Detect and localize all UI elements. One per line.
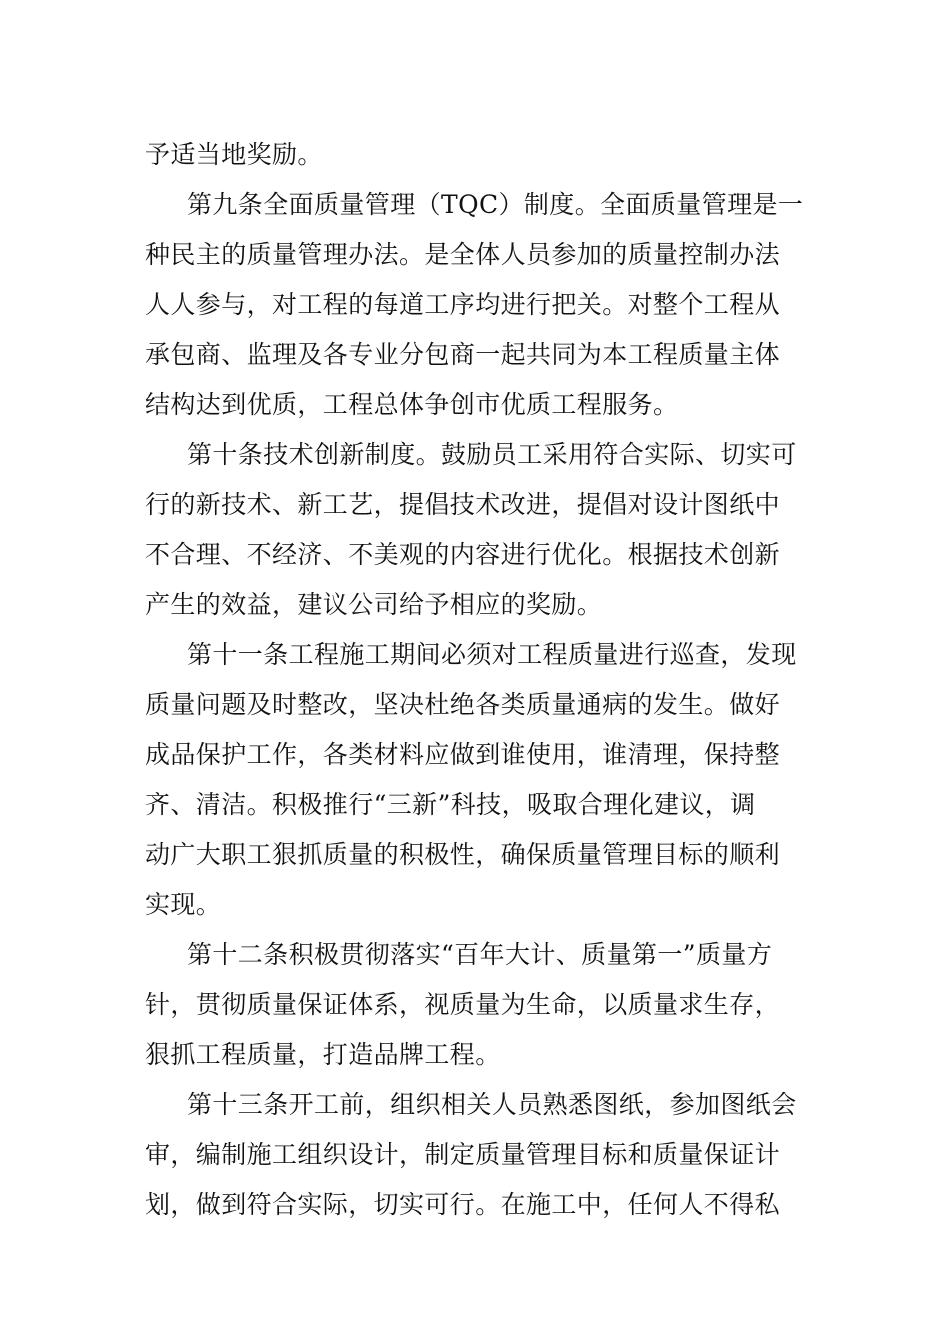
article-9-line-1: 第九条全面质量管理（TQC）制度。全面质量管理是一: [187, 190, 804, 219]
article-10-line-1: 第十条技术创新制度。鼓励员工采用符合实际、切实可: [187, 440, 797, 469]
text-line: 种民主的质量管理办法。是全体人员参加的质量控制办法: [145, 240, 781, 269]
text-line: 审，编制施工组织设计，制定质量管理目标和质量保证计: [145, 1140, 781, 1169]
text-line: 针，贯彻质量保证体系，视质量为生命，以质量求生存，: [145, 990, 781, 1019]
article-12-line-1: 第十二条积极贯彻落实“百年大计、质量第一”质量方: [187, 940, 773, 969]
text-line: 产生的效益，建议公司给予相应的奖励。: [145, 590, 603, 619]
text-line: 承包商、监理及各专业分包商一起共同为本工程质量主体: [145, 340, 781, 369]
text-line: 动广大职工狠抓质量的积极性，确保质量管理目标的顺利: [145, 840, 781, 869]
text-line: 齐、清洁。积极推行“三新”科技，吸取合理化建议，调: [145, 790, 756, 819]
article-13-line-1: 第十三条开工前，组织相关人员熟悉图纸，参加图纸会: [187, 1090, 797, 1119]
text-line: 不合理、不经济、不美观的内容进行优化。根据技术创新: [145, 540, 781, 569]
text-line: 狠抓工程质量，打造品牌工程。: [145, 1040, 501, 1069]
text-line: 成品保护工作，各类材料应做到谁使用，谁清理，保持整: [145, 740, 781, 769]
text-line: 划，做到符合实际，切实可行。在施工中，任何人不得私: [145, 1190, 781, 1219]
article-11-line-1: 第十一条工程施工期间必须对工程质量进行巡查，发现: [187, 640, 797, 669]
text-line: 人人参与，对工程的每道工序均进行把关。对整个工程从: [145, 290, 781, 319]
text-line: 予适当地奖励。: [145, 140, 323, 169]
document-body: [145, 130, 805, 1230]
text-line: 结构达到优质，工程总体争创市优质工程服务。: [145, 390, 679, 419]
text-line: 实现。: [145, 890, 222, 919]
text-line: 行的新技术、新工艺，提倡技术改进，提倡对设计图纸中: [145, 490, 781, 519]
text-line: 质量问题及时整改，坚决杜绝各类质量通病的发生。做好: [145, 690, 781, 719]
